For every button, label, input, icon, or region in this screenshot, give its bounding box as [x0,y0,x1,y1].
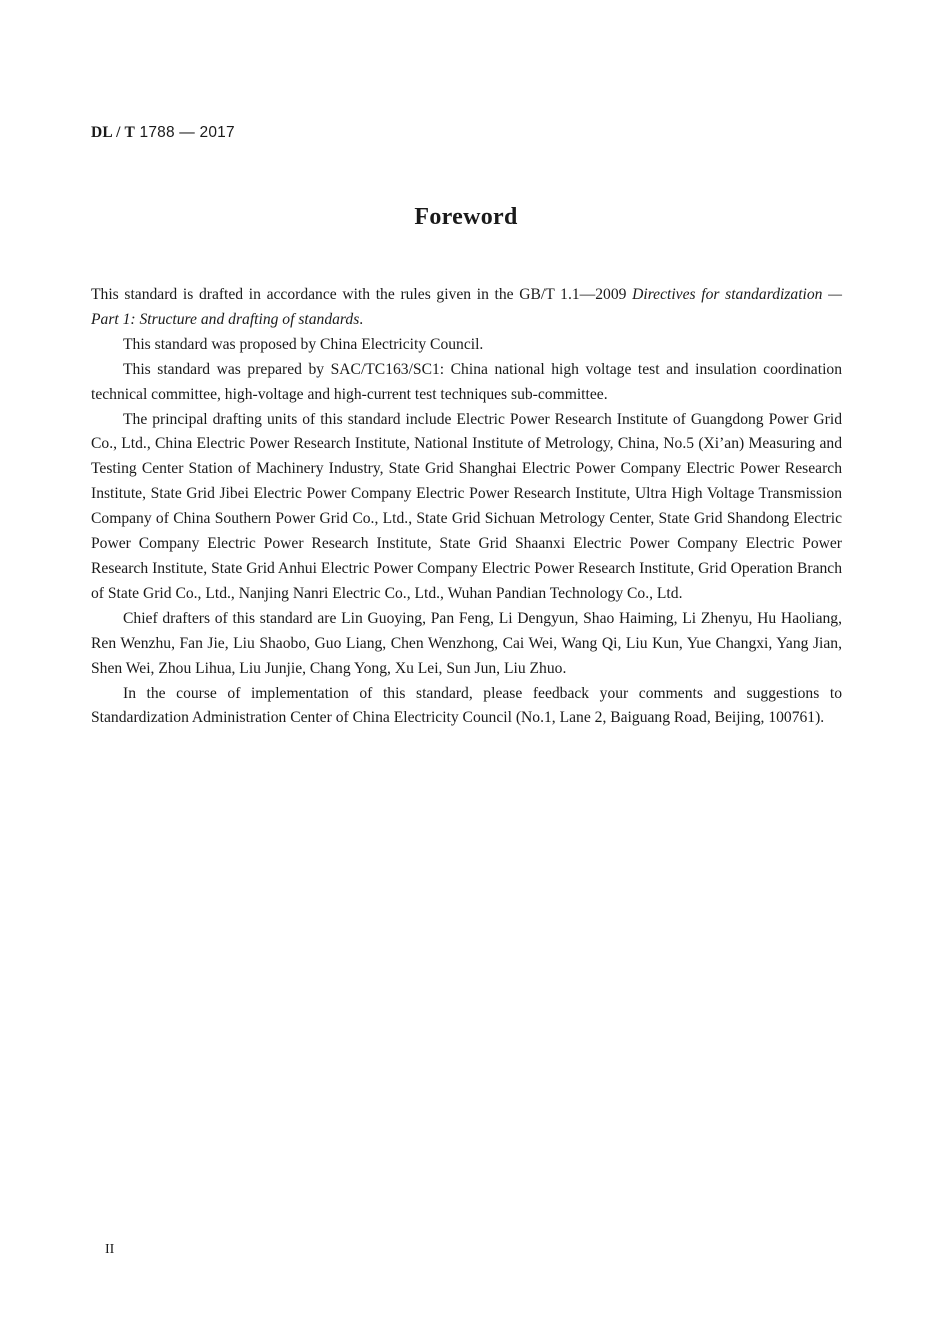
paragraph-proposed-by: This standard was proposed by China Electricity Council. [123,335,484,353]
page-title: Foreword [414,204,518,230]
paragraph-feedback: In the course of implementation of this standard, please feedback your comments and suggestions to Standardization Administration Center of China Electricity Council (No.1, Lane 2, Baiguang Road, Beijing, 100761). [91,684,842,727]
referenced-standard-title: Directives for standardization — Part 1: Structure and drafting of standards [91,286,842,328]
foreword-body [91,283,842,731]
drafting-rules-text: This standard is drafted in accordance with the rules given in the GB/T 1.1—2009 [91,286,633,303]
paragraph-chief-drafters: Chief drafters of this standard are Lin Guoying, Pan Feng, Li Dengyun, Shao Haiming, Li Zhenyu, Hu Haoliang, Ren Wenzhu, Fan Jie, Liu Shaobo, Guo Liang, Chen Wenzhong, Cai Wei, Wang Qi, Liu Kun, Yue Changxi, Yang Jian, Shen Wei, Zhou Lihua, Liu Junjie, Chang Yong, Xu Lei, Sun Jun, Liu Zhuo. [91,609,842,677]
document-code-number: 1788 — 2017 [139,124,235,141]
drafting-rules-end: . [359,310,364,328]
paragraph-drafting-units: The principal drafting units of this standard include Electric Power Research Institute of Guangdong Power Grid Co., Ltd., China Electric Power Research Institute, National Institute of Metrology, China, No.5 (Xi’an) Measuring and Testing Center Station of Machinery Industry, State Grid Shanghai Electric Power Company Electric Power Research Institute, State Grid Jibei Electric Power Company Electric Power Research Institute, Ultra High Voltage Transmission Company of China Southern Power Grid Co., Ltd., State Grid Sichuan Metrology Center, State Grid Shandong Electric Power Company Electric Power Research Institute, State Grid Shaanxi Electric Power Company Electric Power Research Institute, State Grid Anhui Electric Power Company Electric Power Research Institute, Grid Operation Branch of State Grid Co., Ltd., Nanjing Nanri Electric Co., Ltd., Wuhan Pandian Technology Co., Ltd. [91,410,842,602]
paragraph-drafting-rules [91,283,842,333]
document-code [91,124,235,142]
paragraph-prepared-by: This standard was prepared by SAC/TC163/SC1: China national high voltage test and insulation coordination technical committee, high-voltage and high-current test techniques sub-committee. [91,360,842,403]
document-code-prefix: DL / T [91,124,135,141]
page-number: II [105,1242,115,1257]
